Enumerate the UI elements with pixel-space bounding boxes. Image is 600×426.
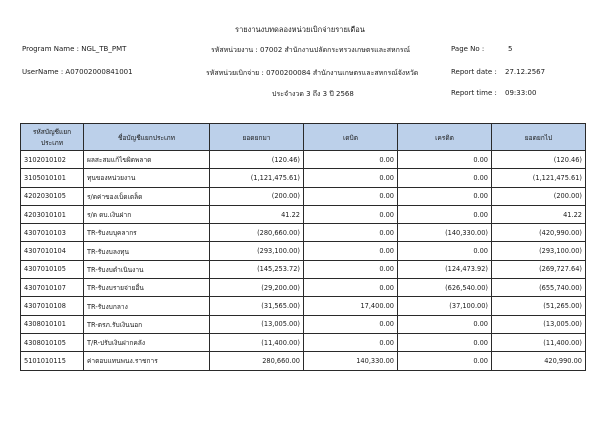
cell-closing-balance: (120.46) bbox=[492, 151, 586, 169]
cell-account-name: TR-รับงบดำเนินงาน bbox=[84, 260, 210, 278]
cell-credit: 0.00 bbox=[398, 352, 492, 370]
table-row bbox=[21, 205, 586, 223]
disburse-unit: รหัสหน่วยเบิกจ่าย : 0700200084 สำนักงานเกษตรและสหกรณ์จังหวัด bbox=[206, 69, 419, 77]
cell-account-name: ค่าตอบแทนพนง.ราชการ bbox=[84, 352, 210, 370]
cell-opening-balance: (200.00) bbox=[210, 187, 304, 205]
cell-credit: 0.00 bbox=[398, 151, 492, 169]
cell-opening-balance: (1,121,475.61) bbox=[210, 169, 304, 187]
cell-debit: 0.00 bbox=[304, 260, 398, 278]
cell-closing-balance: 420,990.00 bbox=[492, 352, 586, 370]
cell-account-code: 4307010104 bbox=[21, 242, 84, 260]
cell-credit: 0.00 bbox=[398, 315, 492, 333]
cell-account-code: 5101010115 bbox=[21, 352, 84, 370]
cell-account-name: TR-รับงบกลาง bbox=[84, 297, 210, 315]
cell-account-name: TR-รับงบรายจ่ายอื่น bbox=[84, 279, 210, 297]
cell-opening-balance: (280,660.00) bbox=[210, 224, 304, 242]
table-row bbox=[21, 187, 586, 205]
cell-account-name: TR-รับงบลงทุน bbox=[84, 242, 210, 260]
cell-debit: 0.00 bbox=[304, 315, 398, 333]
cell-account-code: 4308010101 bbox=[21, 315, 84, 333]
program-name: Program Name : NGL_TB_PMT bbox=[22, 45, 127, 53]
cell-opening-balance: 280,660.00 bbox=[210, 352, 304, 370]
cell-closing-balance: (51,265.00) bbox=[492, 297, 586, 315]
table-row bbox=[21, 315, 586, 333]
table-row bbox=[21, 297, 586, 315]
cell-credit: (626,540.00) bbox=[398, 279, 492, 297]
cell-closing-balance: (200.00) bbox=[492, 187, 586, 205]
report-period: ประจำงวด 3 ถึง 3 ปี 2568 bbox=[272, 90, 354, 98]
cell-closing-balance: (11,400.00) bbox=[492, 333, 586, 351]
report-date-value: 27.12.2567 bbox=[505, 68, 546, 76]
trial-balance-table bbox=[20, 123, 586, 371]
cell-opening-balance: (145,253.72) bbox=[210, 260, 304, 278]
report-title: รายงานงบทดลองหน่วยเบิกจ่ายรายเดือน bbox=[235, 25, 365, 34]
table-row bbox=[21, 242, 586, 260]
cell-opening-balance: (120.46) bbox=[210, 151, 304, 169]
col-header-closing-balance: ยอดยกไป bbox=[492, 124, 586, 151]
table-row bbox=[21, 260, 586, 278]
table-row bbox=[21, 352, 586, 370]
cell-debit: 0.00 bbox=[304, 205, 398, 223]
col-header-credit: เครดิต bbox=[398, 124, 492, 151]
cell-account-name: T/R-ปรับเงินฝากคลัง bbox=[84, 333, 210, 351]
cell-account-name: TR-รับงบบุคลากร bbox=[84, 224, 210, 242]
table-header-row bbox=[21, 124, 586, 151]
report-time-value: 09:33:00 bbox=[505, 89, 537, 97]
cell-closing-balance: 41.22 bbox=[492, 205, 586, 223]
page-no-label: Page No : bbox=[451, 45, 485, 53]
agency-code: รหัสหน่วยงาน : 07002 สำนักงานปลัดกระทรวงเกษตรและสหกรณ์ bbox=[211, 46, 411, 54]
cell-account-code: 3105010101 bbox=[21, 169, 84, 187]
cell-account-code: 4202030105 bbox=[21, 187, 84, 205]
cell-closing-balance: (655,740.00) bbox=[492, 279, 586, 297]
cell-account-name: ร/ด ดบ.เงินฝาก bbox=[84, 205, 210, 223]
cell-account-code: 4307010103 bbox=[21, 224, 84, 242]
cell-closing-balance: (420,990.00) bbox=[492, 224, 586, 242]
cell-credit: 0.00 bbox=[398, 187, 492, 205]
user-name: UserName : A07002000841001 bbox=[22, 68, 133, 76]
cell-account-name: ผลสะสมแก้ไขผิดพลาด bbox=[84, 151, 210, 169]
table-row bbox=[21, 224, 586, 242]
cell-account-code: 4307010108 bbox=[21, 297, 84, 315]
cell-account-name: ร/ดค่าของเบ็ดเตล็ด bbox=[84, 187, 210, 205]
cell-debit: 0.00 bbox=[304, 169, 398, 187]
cell-account-code: 4307010105 bbox=[21, 260, 84, 278]
cell-account-name: TR-ตรภ.รับเงินนอก bbox=[84, 315, 210, 333]
page-no-value: 5 bbox=[508, 45, 513, 53]
col-header-account-code: รหัสบัญชีแยกประเภท bbox=[21, 124, 84, 151]
cell-debit: 0.00 bbox=[304, 187, 398, 205]
col-header-debit: เดบิต bbox=[304, 124, 398, 151]
cell-debit: 140,330.00 bbox=[304, 352, 398, 370]
col-header-opening-balance: ยอดยกมา bbox=[210, 124, 304, 151]
cell-credit: (140,330.00) bbox=[398, 224, 492, 242]
cell-debit: 17,400.00 bbox=[304, 297, 398, 315]
cell-closing-balance: (269,727.64) bbox=[492, 260, 586, 278]
cell-closing-balance: (293,100.00) bbox=[492, 242, 586, 260]
col-header-account-name: ชื่อบัญชีแยกประเภท bbox=[84, 124, 210, 151]
cell-credit: 0.00 bbox=[398, 205, 492, 223]
cell-debit: 0.00 bbox=[304, 333, 398, 351]
cell-opening-balance: (293,100.00) bbox=[210, 242, 304, 260]
cell-credit: (37,100.00) bbox=[398, 297, 492, 315]
cell-closing-balance: (13,005.00) bbox=[492, 315, 586, 333]
cell-debit: 0.00 bbox=[304, 151, 398, 169]
cell-account-name: ทุนของหน่วยงาน bbox=[84, 169, 210, 187]
report-time-label: Report time : bbox=[451, 89, 497, 97]
table-row bbox=[21, 333, 586, 351]
cell-opening-balance: 41.22 bbox=[210, 205, 304, 223]
cell-credit: 0.00 bbox=[398, 333, 492, 351]
table-row bbox=[21, 151, 586, 169]
cell-debit: 0.00 bbox=[304, 279, 398, 297]
table-row bbox=[21, 279, 586, 297]
cell-account-code: 4307010107 bbox=[21, 279, 84, 297]
cell-opening-balance: (13,005.00) bbox=[210, 315, 304, 333]
report-date-label: Report date : bbox=[451, 68, 497, 76]
table-row bbox=[21, 169, 586, 187]
cell-credit: 0.00 bbox=[398, 242, 492, 260]
cell-opening-balance: (11,400.00) bbox=[210, 333, 304, 351]
cell-credit: (124,473.92) bbox=[398, 260, 492, 278]
cell-debit: 0.00 bbox=[304, 224, 398, 242]
cell-closing-balance: (1,121,475.61) bbox=[492, 169, 586, 187]
cell-debit: 0.00 bbox=[304, 242, 398, 260]
cell-opening-balance: (31,565.00) bbox=[210, 297, 304, 315]
cell-opening-balance: (29,200.00) bbox=[210, 279, 304, 297]
cell-account-code: 3102010102 bbox=[21, 151, 84, 169]
cell-account-code: 4203010101 bbox=[21, 205, 84, 223]
cell-account-code: 4308010105 bbox=[21, 333, 84, 351]
cell-credit: 0.00 bbox=[398, 169, 492, 187]
